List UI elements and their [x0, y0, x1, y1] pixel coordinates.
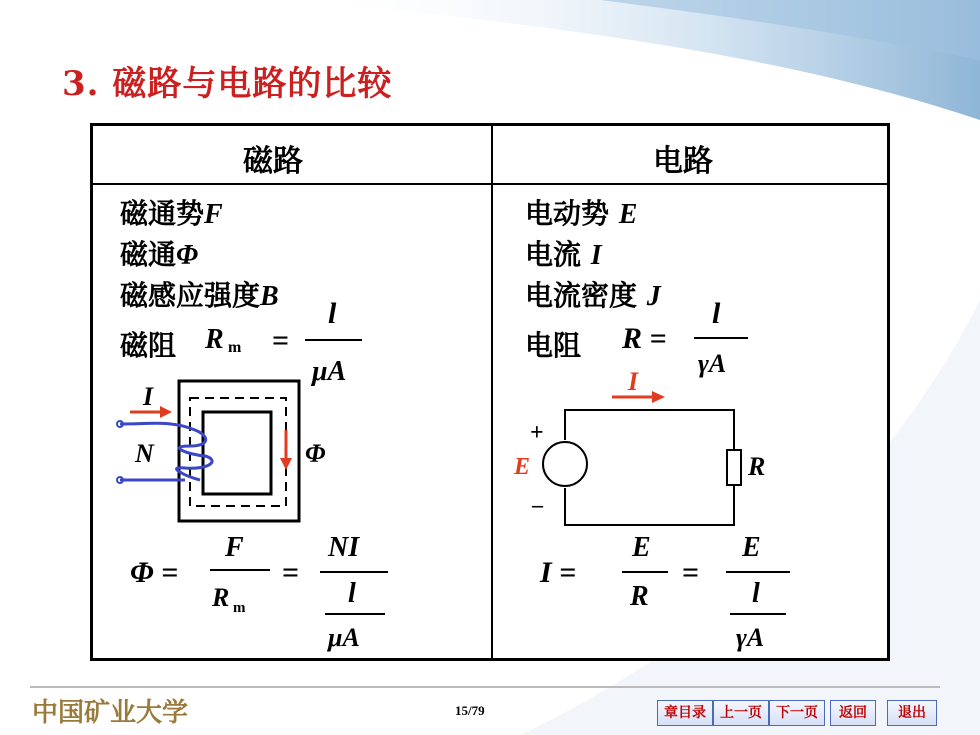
denominator-muA: μA [312, 356, 347, 387]
resistance-formula [621, 297, 748, 378]
r-denominator: R [630, 581, 649, 612]
gammaA-denominator: γA [736, 623, 765, 652]
right-row-1: 电流 I [525, 238, 602, 271]
emf-label: E [514, 454, 531, 480]
reluctance-formula [204, 297, 362, 387]
l-denominator-2: l [752, 578, 760, 609]
r-equals: R = [622, 322, 667, 355]
ni-numerator: NI [328, 532, 360, 563]
e-numerator-2: E [742, 532, 761, 563]
equals-sign: = [272, 324, 290, 357]
minus-sign: – [532, 492, 543, 517]
magnetic-core-diagram [117, 381, 326, 521]
next-page-button[interactable]: 下一页 [769, 700, 825, 726]
rm-denominator: R [212, 583, 230, 612]
equals-3: = [682, 556, 700, 589]
prev-page-button[interactable]: 上一页 [713, 700, 769, 726]
e-numerator: E [632, 532, 651, 563]
flux-label: Φ [305, 439, 326, 468]
return-button[interactable]: 返回 [830, 700, 876, 726]
left-row-0: 磁通势F [120, 197, 223, 230]
current-label-right: I [628, 367, 639, 396]
electric-ohms-law [539, 532, 790, 652]
electric-circuit-diagram [513, 367, 765, 525]
left-row-3: 磁阻 [120, 329, 177, 362]
header-electric: 电路 [653, 144, 713, 179]
page-title: 3. 磁路与电路的比较 [62, 64, 393, 104]
left-row-1: 磁通Φ [120, 238, 199, 271]
plus-sign: + [530, 420, 544, 446]
current-label-left: I [143, 382, 154, 411]
phi-equals: Φ = [130, 556, 179, 589]
numerator-l-right: l [712, 297, 721, 330]
header-magnetic: 磁路 [243, 144, 303, 179]
rm-denominator-sub: m [233, 600, 246, 616]
muA-denominator: μA [328, 623, 360, 652]
i-equals: I = [540, 556, 577, 589]
chapter-toc-button[interactable]: 章目录 [657, 700, 713, 726]
right-row-3: 电阻 [525, 329, 582, 362]
footer-divider [30, 686, 940, 688]
turns-label: N [135, 439, 154, 468]
page-number: 15/79 [455, 703, 485, 718]
right-row-0: 电动势 E [525, 197, 638, 230]
magnetic-ohms-law [130, 532, 388, 652]
rm-subscript: m [228, 339, 242, 356]
denominator-gammaA: γA [698, 349, 727, 378]
resistor-label: R [748, 452, 766, 481]
equals-2: = [282, 556, 300, 589]
left-row-2: 磁感应强度B [120, 279, 279, 312]
exit-button[interactable]: 退出 [887, 700, 937, 726]
right-row-2: 电流密度 J [525, 279, 661, 312]
l-denominator: l [348, 578, 356, 609]
f-numerator: F [225, 532, 244, 563]
numerator-l: l [328, 297, 337, 330]
rm-symbol: R [205, 324, 224, 355]
university-logo: 中国矿业大学 [32, 698, 189, 728]
